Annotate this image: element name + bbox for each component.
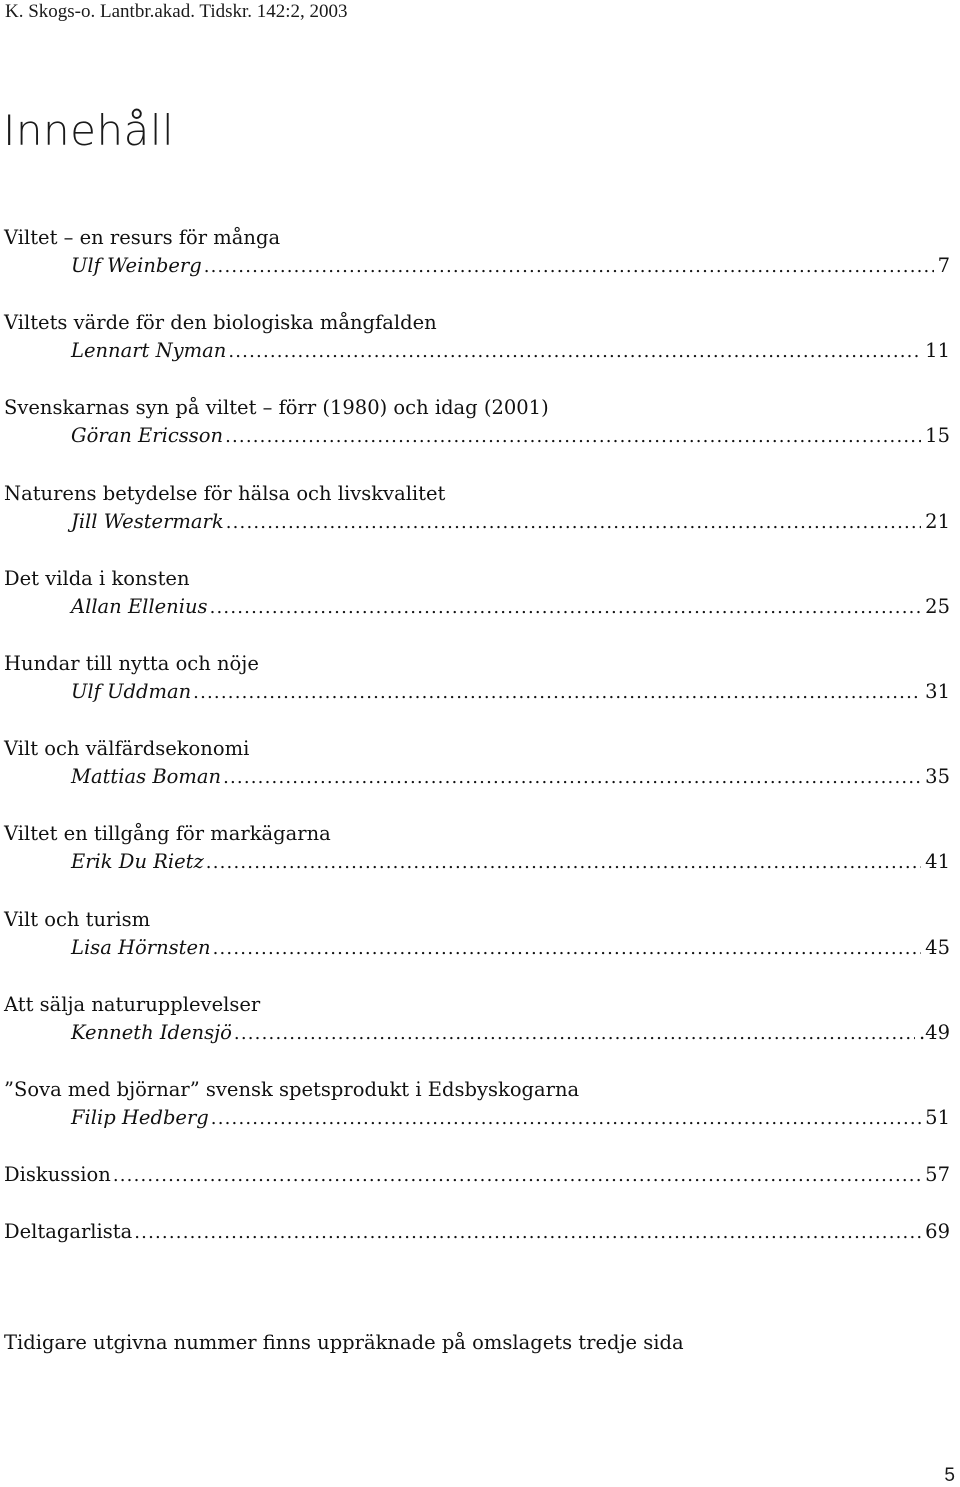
toc-entry-title: Naturens betydelse för hälsa och livskvalitet [4,481,446,505]
toc-entry [4,224,950,309]
leader-dots [234,1020,915,1048]
page-title: Innehåll [3,106,175,155]
toc-entry [4,565,950,650]
toc-entry-title: Vilt och turism [4,907,151,931]
toc-entry-author: Mattias Boman [71,765,222,789]
toc-entry-author: Kenneth Idensjö [71,1020,232,1044]
toc-entry-single [4,1218,950,1275]
toc-entry-page: 25 [925,594,950,618]
toc-entry-title: Svenskarnas syn på viltet – förr (1980) och idag (2001) [4,396,549,420]
toc-entry-author: Lennart Nyman [71,339,227,363]
toc-entry-title: Det vilda i konsten [4,566,190,590]
toc-entry [4,906,950,991]
leader-dots [134,1219,921,1247]
leader-dots [193,679,921,707]
toc-entry-title: Viltets värde för den biologiska mångfalden [4,311,437,335]
toc-entry-page: 51 [925,1105,950,1129]
leader-dots [206,849,921,877]
toc-entry-author: Jill Westermark [71,509,224,533]
toc-entry [4,735,950,820]
leader-dots [228,338,921,366]
leader-dots [223,764,921,792]
toc-entry-author: Ulf Weinberg [71,254,202,277]
running-head: K. Skogs-o. Lantbr.akad. Tidskr. 142:2, 2003 [5,1,348,22]
toc-entry-page: 15 [925,424,950,448]
toc-entry-title: ”Sova med björnar” svensk spetsprodukt i Edsbyskogarna [4,1077,580,1101]
toc-entry-page: 21 [925,509,950,533]
leader-dots [225,423,921,451]
toc-entry-page: 45 [925,935,950,959]
leader-dots [113,1162,921,1190]
toc-entry-author: Göran Ericsson [71,424,224,448]
toc-entry-title: Diskussion [4,1163,111,1187]
toc-entry [4,991,950,1076]
footer-note: Tidigare utgivna nummer finns uppräknade på omslagets tredje sida [4,1331,684,1354]
table-of-contents [4,224,950,1275]
toc-entry [4,480,950,565]
toc-entry-page: 57 [925,1163,950,1187]
toc-entry [4,650,950,735]
toc-entry-page: .49 [918,1020,950,1044]
page-number: 5 [944,1465,955,1486]
toc-entry-title: Viltet – en resurs för många [4,226,281,249]
toc-entry-page: 11 [925,339,950,363]
toc-entry-author: Filip Hedberg [71,1105,209,1129]
toc-entry-title: Deltagarlista [4,1220,133,1244]
toc-entry-page: 35 [925,765,950,789]
toc-entry-author: Allan Ellenius [71,594,208,618]
leader-dots [213,935,922,963]
toc-entry-single [4,1161,950,1218]
leader-dots [211,1105,921,1133]
leader-dots [226,509,921,537]
toc-entry-title: Vilt och välfärdsekonomi [4,737,250,761]
toc-entry-author: Erik Du Rietz [71,850,204,874]
toc-entry-title: Viltet en tillgång för markägarna [4,822,331,846]
toc-entry-title: Hundar till nytta och nöje [4,651,259,675]
toc-entry [4,820,950,905]
toc-entry-author: Ulf Uddman [71,679,192,703]
toc-entry-title: Att sälja naturupplevelser [4,992,261,1016]
toc-entry [4,394,950,479]
toc-entry [4,309,950,394]
toc-entry [4,1076,950,1161]
leader-dots [210,594,922,622]
toc-entry-author: Lisa Hörnsten [71,935,211,959]
toc-entry-page: 69 [925,1220,950,1244]
toc-entry-page: 41 [925,850,950,874]
toc-entry-page: 31 [925,679,950,703]
toc-entry-page: 7 [937,254,950,277]
leader-dots [204,253,934,281]
